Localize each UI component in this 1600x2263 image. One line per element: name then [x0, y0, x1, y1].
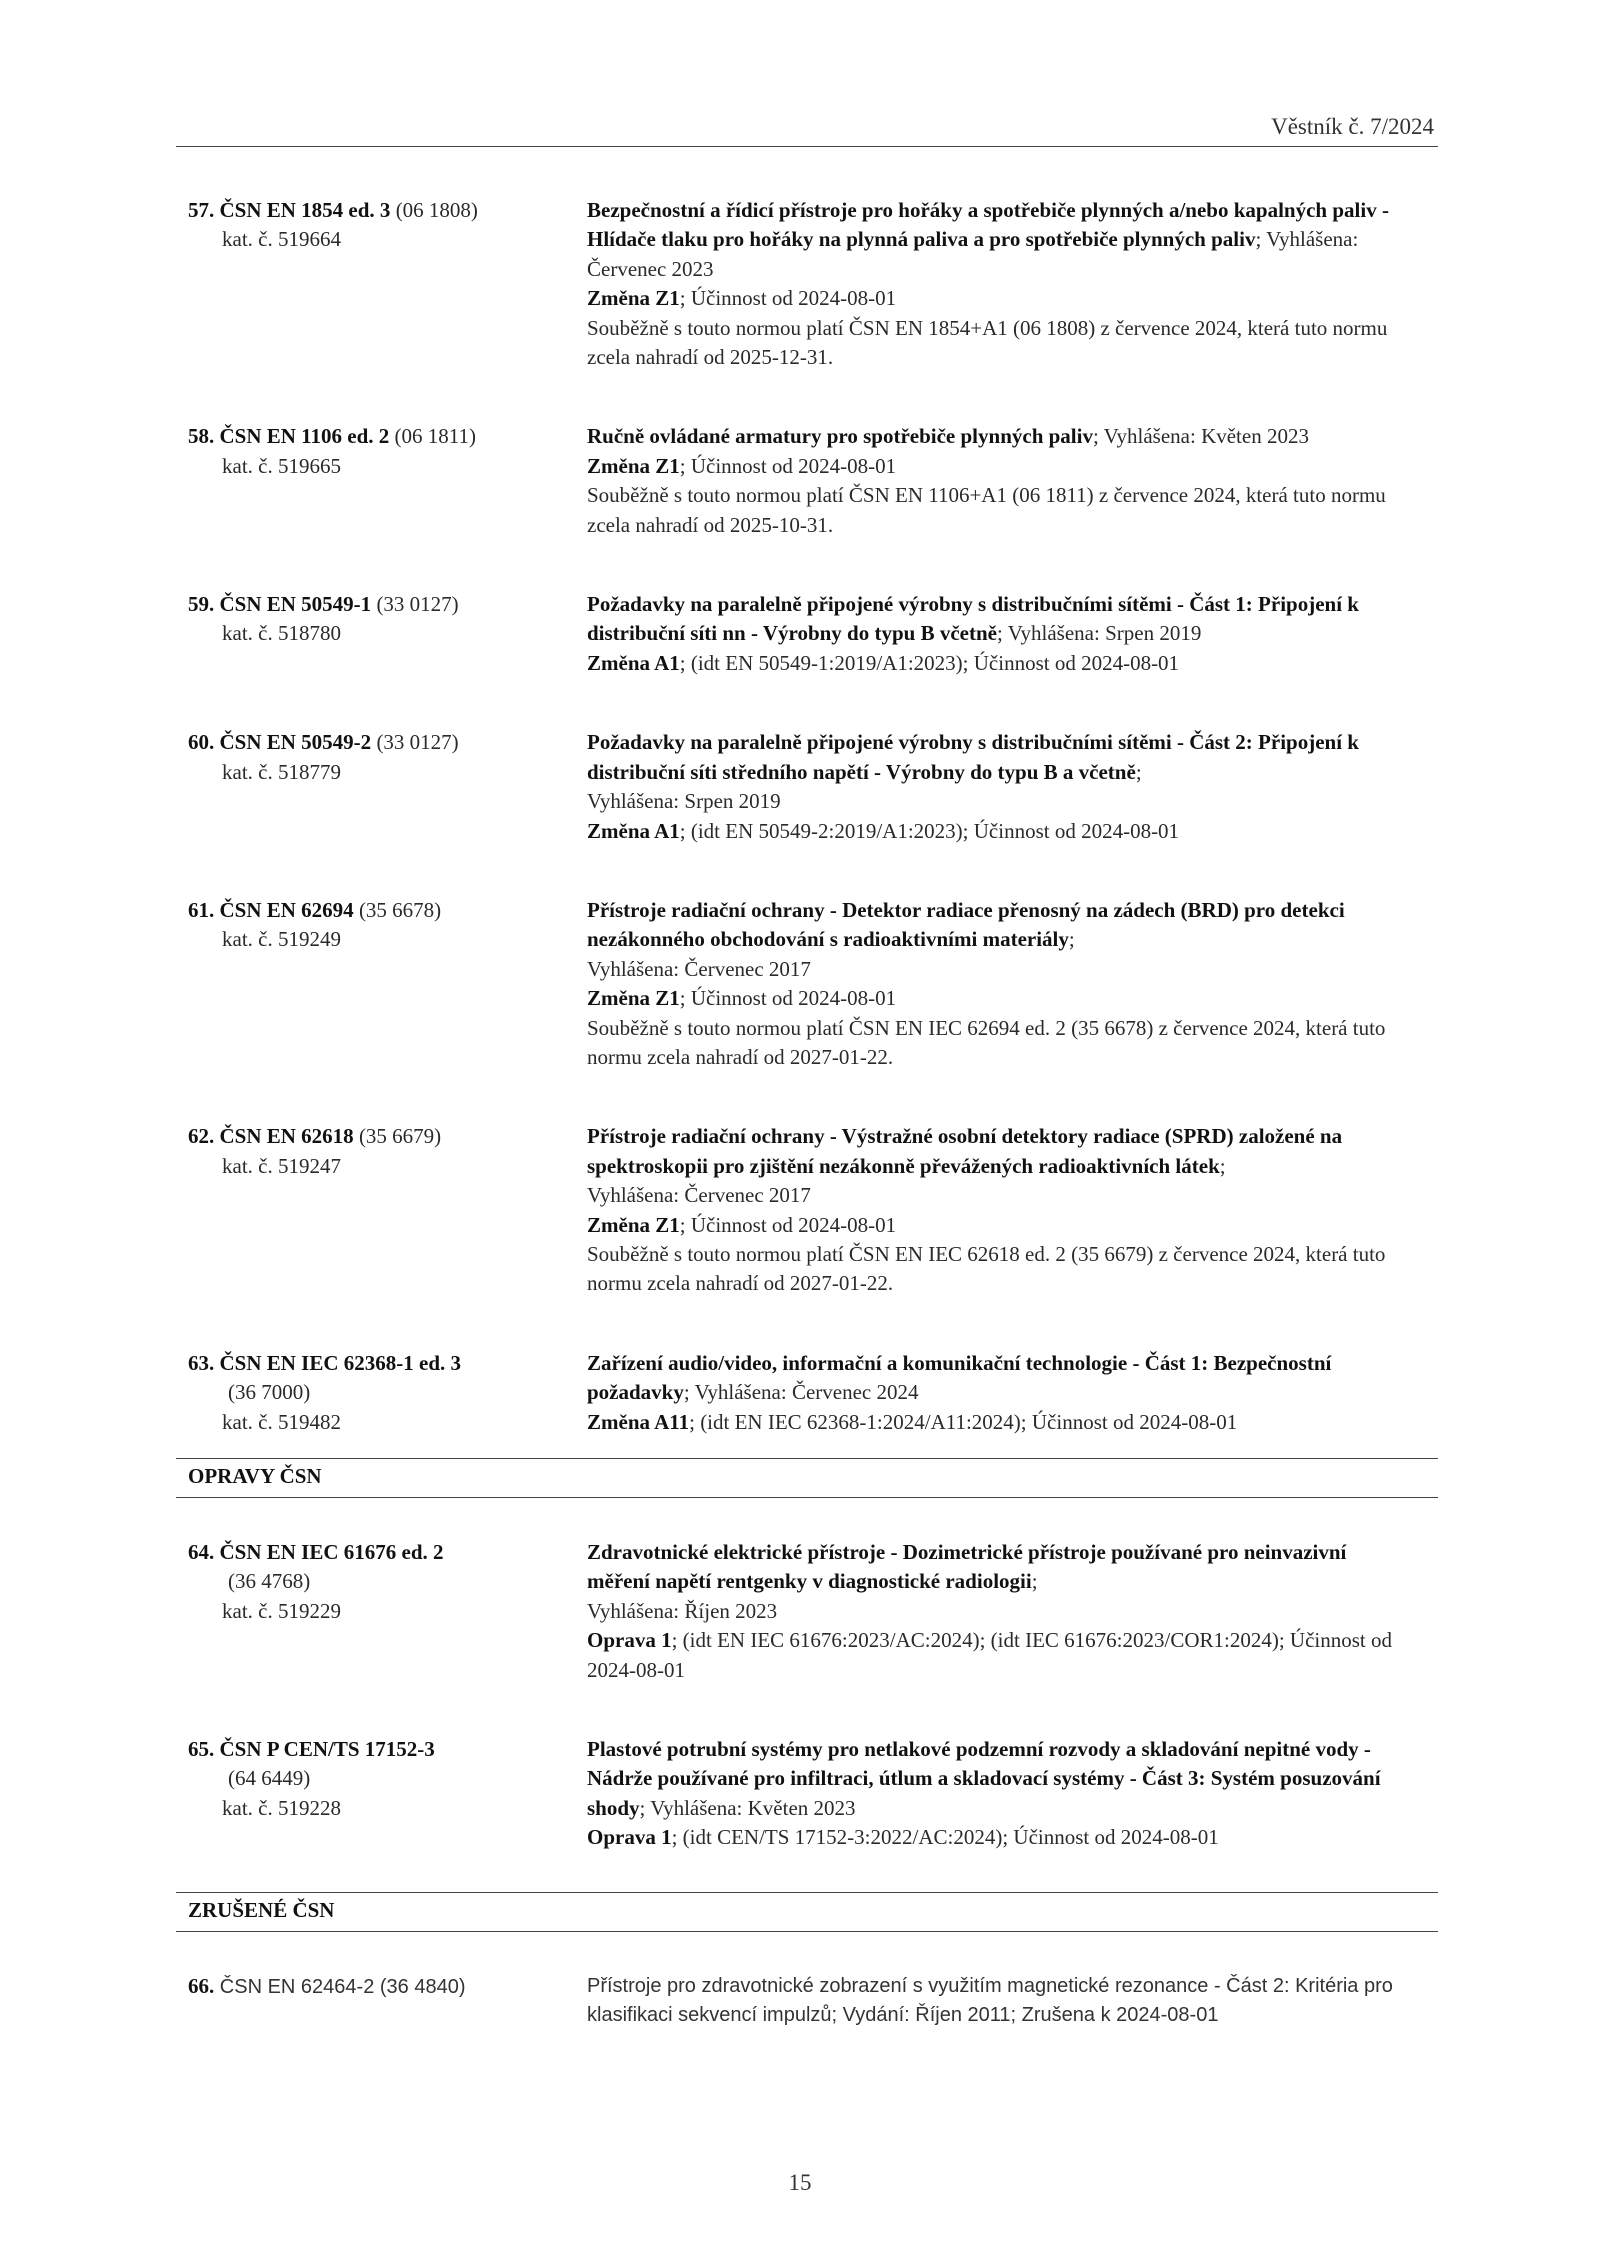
catalog-number: kat. č. 518780: [222, 621, 341, 646]
standard-title: Zdravotnické elektrické přístroje - Dozimetrické přístroje používané pro neinvazivní měření napětí rentgenky v diagnostické radiologii: [587, 1540, 1347, 1594]
standard-code: ČSN EN 1106 ed. 2: [219, 424, 390, 449]
standard-title: Požadavky na paralelně připojené výrobny s distribučními sítěmi - Část 1: Připojení k distribuční síti nn - Výrobny do typu B včetně: [587, 592, 1359, 646]
replacement-note: Souběžně s touto normou platí ČSN EN 1106+A1 (06 1811) z července 2024, která tuto normu zcela nahradí od 2025-10-31.: [587, 483, 1386, 537]
standard-title: Požadavky na paralelně připojené výrobny s distribučními sítěmi - Část 2: Připojení k distribuční síti středního napětí - Výrobny do typu B a včetně: [587, 730, 1359, 784]
entry-number: 62.: [188, 1124, 215, 1149]
standard-title: Bezpečnostní a řídicí přístroje pro hořáky a spotřebiče plynných a/nebo kapalných paliv - Hlídače tlaku pro hořáky na plynná paliva a pro spotřebiče plynných paliv: [587, 198, 1389, 252]
standard-code: ČSN EN IEC 61676 ed. 2: [219, 1540, 444, 1564]
change-info: ; Účinnost od 2024-08-01: [679, 286, 897, 311]
standard-entry-60: 60. ČSN EN 50549-2 (33 0127) kat. č. 518779 Požadavky na paralelně připojené výrobny s distribučními sítěmi - Část 2: Připojení k distribuční síti středního napětí - Výrobny do typu B a včetně; Vyhlášena: Srpen 2019 Změna A1; (idt EN 50549-2:2019/A1:2023); Účinnost od 2024-08-01: [188, 728, 1440, 846]
standard-code: ČSN EN 1854 ed. 3: [219, 198, 391, 222]
standard-code: ČSN P CEN/TS 17152-3: [219, 1737, 435, 1762]
standard-entry-62: 62. ČSN EN 62618 (35 6679) kat. č. 519247 Přístroje radiační ochrany - Výstražné osobní detektory radiace (SPRD) založené na spektroskopii pro zjištění nezákonně převážených radioaktivních látek; Vyhlášena: Červenec 2017 Změna Z1; Účinnost od 2024-08-01 Souběžně s touto normou platí ČSN EN IEC 62618 ed. 2 (35 6679) z července 2024, která tuto normu zcela nahradí od 2027-01-22.: [188, 1122, 1440, 1298]
change-info: ; Účinnost od 2024-08-01: [679, 986, 897, 1011]
issued-info: Vyhlášena: Červenec 2017: [587, 956, 811, 981]
classification-code: (36 4768): [228, 1569, 311, 1594]
replacement-note: Souběžně s touto normou platí ČSN EN 1854+A1 (06 1808) z července 2024, která tuto normu zcela nahradí od 2025-12-31.: [587, 315, 1388, 370]
issued-info: ; Vyhlášena: Květen 2023: [1092, 424, 1309, 449]
classification-code: (06 1808): [390, 198, 478, 222]
standard-entry-57: [188, 196, 1440, 372]
correction-label: Oprava 1: [587, 1628, 672, 1653]
change-info: ; Účinnost od 2024-08-01: [679, 1212, 897, 1237]
section-header-cancelled: [176, 1892, 1438, 1932]
change-info: ; (idt EN 50549-2:2019/A1:2023); Účinnost od 2024-08-01: [679, 818, 1180, 843]
standard-code: ČSN EN 62464-2 (36 4840): [214, 1976, 466, 1998]
cancelled-entry-66: [188, 1972, 1440, 2031]
standard-code: ČSN EN 62694: [219, 897, 354, 922]
standard-title: Zařízení audio/video, informační a komunikační technologie - Část 1: Bezpečnostní požadavky: [587, 1350, 1332, 1405]
entry-number: 59.: [188, 592, 215, 617]
entry-number: 66.: [188, 1974, 215, 1998]
classification-code: (33 0127): [371, 730, 459, 755]
change-label: Změna Z1: [587, 453, 680, 478]
entry-number: 60.: [188, 730, 215, 755]
standard-code: ČSN EN 50549-1: [219, 592, 372, 617]
issued-info: Vyhlášena: Říjen 2023: [587, 1598, 778, 1623]
replacement-note: Souběžně s touto normou platí ČSN EN IEC 62694 ed. 2 (35 6678) z července 2024, která tuto normu zcela nahradí od 2027-01-22.: [587, 1015, 1386, 1069]
entry-number: 63.: [188, 1350, 215, 1375]
cancellation-info: Přístroje pro zdravotnické zobrazení s využitím magnetické rezonance - Část 2: Kritéria pro klasifikaci sekvencí impulzů; Vydání: Říjen 2011; Zrušena k 2024-08-01: [587, 1975, 1393, 2027]
entry-number: 64.: [188, 1540, 215, 1564]
replacement-note: Souběžně s touto normou platí ČSN EN IEC 62618 ed. 2 (35 6679) z července 2024, která tuto normu zcela nahradí od 2027-01-22.: [587, 1241, 1386, 1296]
change-label: Změna A1: [587, 818, 680, 843]
catalog-number: kat. č. 519664: [222, 227, 341, 252]
standard-entry-59: [188, 590, 1440, 678]
section-header-corrections: [176, 1458, 1438, 1498]
standards-list: [188, 196, 1440, 1437]
classification-code: (35 6678): [353, 897, 442, 922]
section-title: ZRUŠENÉ ČSN: [188, 1898, 335, 1922]
standard-entry-63: [188, 1349, 1440, 1437]
standard-entry-61: 61. ČSN EN 62694 (35 6678) kat. č. 519249 Přístroje radiační ochrany - Detektor radiace přenosný na zádech (BRD) pro detekci nezákonného obchodování s radioaktivními materiály; Vyhlášena: Červenec 2017 Změna Z1; Účinnost od 2024-08-01 Souběžně s touto normou platí ČSN EN IEC 62694 ed. 2 (35 6678) z července 2024, která tuto normu zcela nahradí od 2027-01-22.: [188, 896, 1440, 1072]
catalog-number: kat. č. 519482: [222, 1409, 341, 1434]
issued-info: Vyhlášena: Srpen 2019: [587, 789, 781, 814]
issued-info: Vyhlášena: Červenec 2017: [587, 1183, 811, 1208]
standard-title: Přístroje radiační ochrany - Výstražné osobní detektory radiace (SPRD) založené na spektroskopii pro zjištění nezákonně převážených radioaktivních látek: [587, 1124, 1343, 1178]
entry-number: 65.: [188, 1737, 215, 1762]
change-info: ; Účinnost od 2024-08-01: [679, 453, 897, 478]
correction-info: ; (idt CEN/TS 17152-3:2022/AC:2024); Účinnost od 2024-08-01: [671, 1825, 1219, 1850]
classification-code: (36 7000): [228, 1380, 311, 1405]
change-label: Změna Z1: [587, 1212, 680, 1237]
catalog-number: kat. č. 519249: [222, 927, 341, 952]
correction-entry-65: [188, 1735, 1440, 1853]
change-info: ; (idt EN IEC 62368-1:2024/A11:2024); Účinnost od 2024-08-01: [689, 1409, 1238, 1434]
corrections-list: [188, 1538, 1440, 1853]
standard-code: ČSN EN 62618: [219, 1124, 354, 1149]
page-number: 15: [788, 2170, 812, 2195]
catalog-number: kat. č. 519665: [222, 453, 341, 478]
catalog-number: kat. č. 518779: [222, 759, 341, 784]
classification-code: (64 6449): [228, 1766, 311, 1791]
standard-title: Přístroje radiační ochrany - Detektor radiace přenosný na zádech (BRD) pro detekci nezákonného obchodování s radioaktivními materiály: [587, 897, 1345, 952]
change-label: Změna A11: [587, 1409, 690, 1434]
correction-info: ; (idt EN IEC 61676:2023/AC:2024); (idt IEC 61676:2023/COR1:2024); Účinnost od 2024-08-01: [587, 1628, 1392, 1682]
classification-code: (33 0127): [371, 592, 459, 617]
catalog-number: kat. č. 519228: [222, 1795, 341, 1820]
catalog-number: kat. č. 519229: [222, 1598, 341, 1623]
change-label: Změna Z1: [587, 286, 680, 311]
standard-entry-58: [188, 422, 1440, 540]
page-header: [176, 112, 1438, 147]
change-info: ; (idt EN 50549-1:2019/A1:2023); Účinnost od 2024-08-01: [679, 650, 1180, 675]
standard-title: Ručně ovládané armatury pro spotřebiče plynných paliv: [587, 424, 1093, 449]
change-label: Změna Z1: [587, 986, 680, 1011]
correction-entry-64: 64. ČSN EN IEC 61676 ed. 2 (36 4768) kat. č. 519229 Zdravotnické elektrické přístroje - Dozimetrické přístroje používané pro neinvazivní měření napětí rentgenky v diagnostické radiologii; Vyhlášena: Říjen 2023 Oprava 1; (idt EN IEC 61676:2023/AC:2024); (idt IEC 61676:2023/COR1:2024); Účinnost od 2024-08-01: [188, 1538, 1440, 1685]
entry-number: 61.: [188, 897, 215, 922]
cancelled-list: [188, 1972, 1440, 2031]
entry-number: 57.: [188, 198, 215, 222]
correction-label: Oprava 1: [587, 1825, 672, 1850]
catalog-number: kat. č. 519247: [222, 1153, 341, 1178]
issued-info: ; Vyhlášena: Červenec 2023: [587, 227, 1359, 281]
standard-code: ČSN EN 50549-2: [219, 730, 372, 755]
issued-info: ; Vyhlášena: Červenec 2024: [683, 1380, 919, 1405]
bulletin-title: Věstník č. 7/2024: [1271, 114, 1434, 139]
section-title: OPRAVY ČSN: [188, 1464, 322, 1488]
classification-code: (35 6679): [353, 1124, 442, 1149]
classification-code: (06 1811): [389, 424, 476, 449]
standard-title: Plastové potrubní systémy pro netlakové podzemní rozvody a skladování nepitné vody - Nádrže používané pro infiltraci, útlum a skladovací systémy - Část 3: Systém posuzování shody: [587, 1737, 1381, 1820]
issued-info: ; Vyhlášena: Květen 2023: [639, 1795, 856, 1820]
issued-info: ; Vyhlášena: Srpen 2019: [996, 621, 1202, 646]
entry-number: 58.: [188, 424, 215, 449]
standard-code: ČSN EN IEC 62368-1 ed. 3: [219, 1350, 462, 1375]
change-label: Změna A1: [587, 650, 680, 675]
